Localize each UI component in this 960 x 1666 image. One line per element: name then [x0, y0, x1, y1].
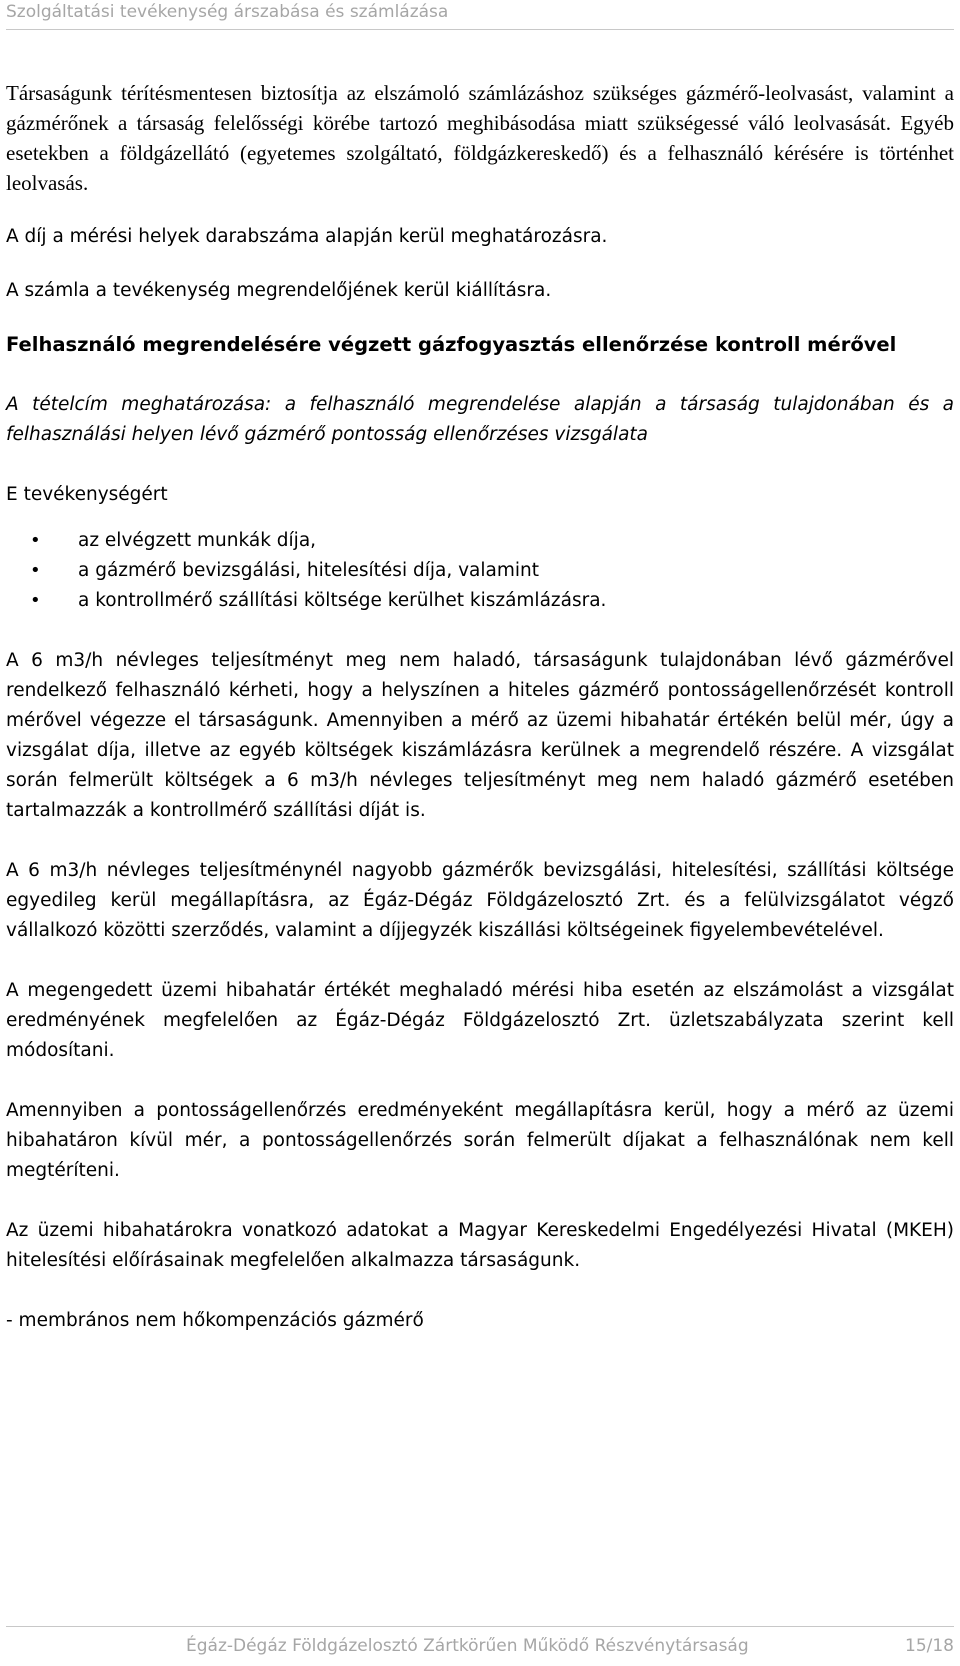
paragraph-fee-basis: A díj a mérési helyek darabszáma alapján kerül meghatározásra.	[6, 226, 608, 247]
paragraph-no-reimbursement: Amennyiben a pontosságellenőrzés eredményeként megállapításra kerül, hogy a mérő az üzemi hibahatáron kívül mér, a pontosságellenőrzés során felmerült díjakat a felhasználónak nem kell megtéríteni.	[6, 1100, 954, 1181]
section-heading: Felhasználó megrendelésére végzett gázfogyasztás ellenőrzése kontroll mérővel	[6, 333, 897, 356]
bullet-icon: •	[30, 590, 41, 611]
paragraph-invoice: A számla a tevékenység megrendelőjének kerül kiállításra.	[6, 280, 552, 301]
bullet-icon: •	[30, 530, 41, 551]
fee-items-list	[6, 526, 954, 616]
paragraph-control-meter: A 6 m3/h névleges teljesítményt meg nem haladó, társaságunk tulajdonában lévő gázmérővel rendelkező felhasználó kérheti, hogy a helyszínen a hiteles gázmérő pontosságellenőrzését kontroll mérővel végezze el társaságunk. Amennyiben a mérő az üzemi hibahatár értékén belül mér, úgy a vizsgálat díja, illetve az egyéb költségek kiszámlázásra kerülnek a megrendelő részére. A vizsgálat során felmerült költségek a 6 m3/h névleges teljesítményt meg nem haladó gázmérő esetében tartalmazzák a kontrollmérő szállítási díját is.	[6, 650, 954, 821]
item-title-definition: A tételcím meghatározása: a felhasználó megrendelése alapján a társaság tulajdonában és a felhasználási helyen lévő gázmérő pontosság ellenőrzéses vizsgálata	[6, 394, 954, 445]
footer-company: Égáz-Dégáz Földgázelosztó Zártkörűen Működő Részvénytársaság	[186, 1636, 749, 1656]
header-divider	[6, 29, 954, 30]
paragraph-large-meters: A 6 m3/h névleges teljesítménynél nagyobb gázmérők bevizsgálási, hitelesítési, szállítási költsége egyedileg kerül megállapításra, az Égáz-Dégáz Földgázelosztó Zrt. és a felülvizsgálatot végző vállalkozó közötti szerződés, valamint a díjjegyzék kiszállási költségeinek figyelembevételével.	[6, 860, 954, 941]
paragraph-error-limit: A megengedett üzemi hibahatár értékét meghaladó mérési hiba esetén az elszámolást a vizsgálat eredményének megfelelően az Égáz-Dégáz Földgázelosztó Zrt. üzletszabályzata szerint kell módosítani.	[6, 980, 954, 1061]
paragraph-mkeh: Az üzemi hibahatárokra vonatkozó adatokat a Magyar Kereskedelmi Engedélyezési Hivatal (MKEH) hitelesítési előírásainak megfelelően alkalmazza társaságunk.	[6, 1220, 954, 1271]
list-item	[6, 586, 954, 616]
paragraph-activity-intro: E tevékenységért	[6, 484, 168, 505]
page-number: 15/18	[905, 1636, 954, 1656]
list-item-text: a gázmérő bevizsgálási, hitelesítési díja, valamint	[78, 560, 539, 581]
paragraph-meter-reading: Társaságunk térítésmentesen biztosítja az elszámoló számlázáshoz szükséges gázmérő-leolvasást, valamint a gázmérőnek a társaság felelősségi körébe tartozó meghibásodása miatt szükségessé váló leolvasását. Egyéb esetekben a földgázellátó (egyetemes szolgáltató, földgázkereskedő) és a felhasználó kérésére is történhet leolvasás.	[6, 81, 954, 195]
list-item-text: a kontrollmérő szállítási költsége kerülhet kiszámlázásra.	[78, 590, 607, 611]
list-item	[6, 556, 954, 586]
document-body	[6, 78, 954, 1336]
paragraph-meter-type: - membrános nem hőkompenzációs gázmérő	[6, 1310, 424, 1331]
list-item-text: az elvégzett munkák díja,	[78, 530, 317, 551]
bullet-icon: •	[30, 560, 41, 581]
page-header-title: Szolgáltatási tevékenység árszabása és számlázása	[6, 2, 449, 22]
footer-divider	[6, 1626, 954, 1627]
list-item	[6, 526, 954, 556]
